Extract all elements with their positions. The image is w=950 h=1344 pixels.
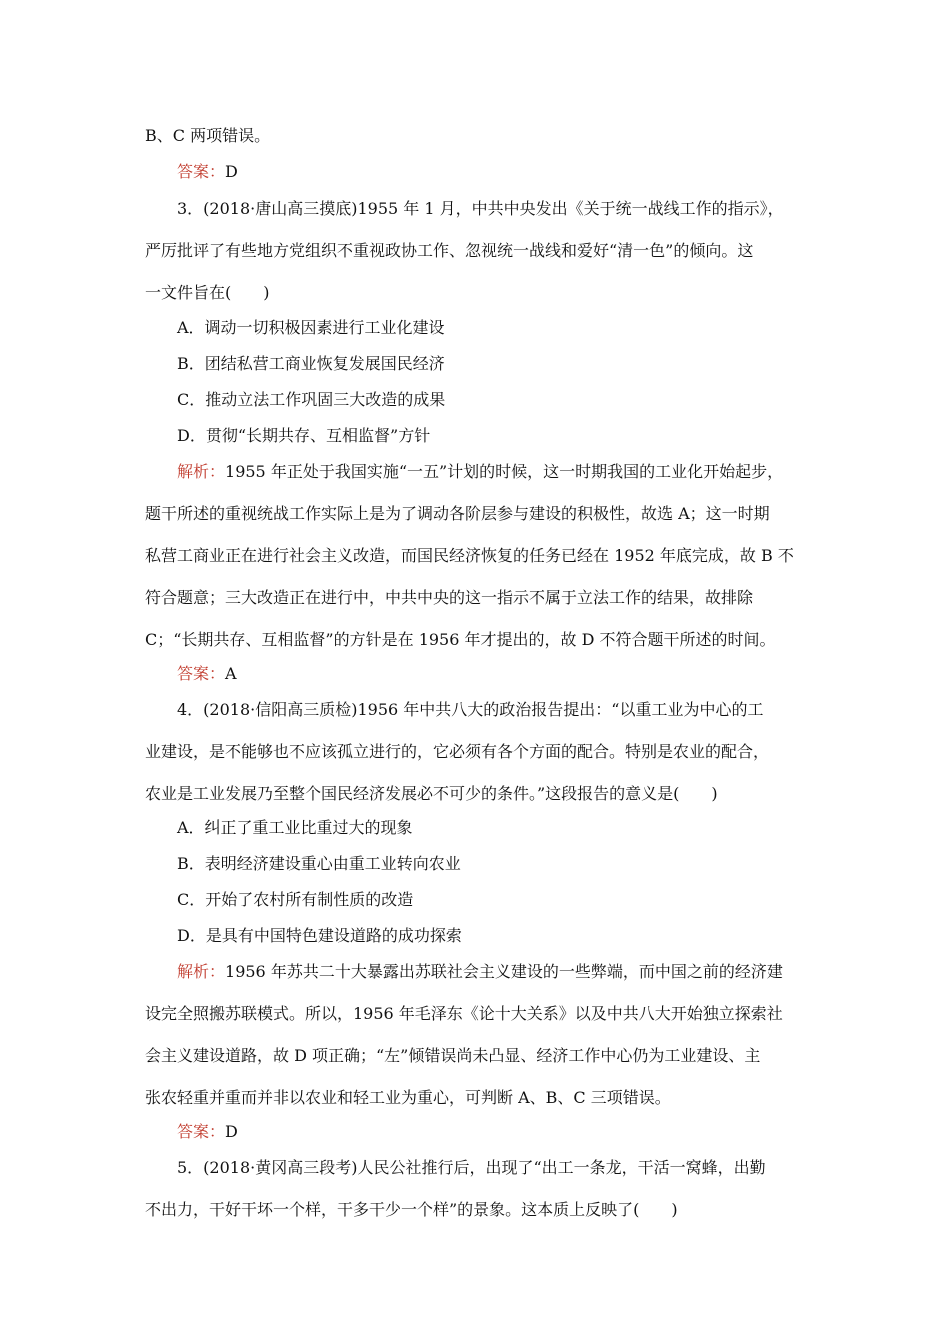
question-4-stem: 4．(2018·信阳高三质检)1956 年中共八大的政治报告提出：“以重工业为中心的工	[177, 700, 764, 719]
answer-line: 答案：D	[177, 1122, 238, 1141]
text-line: 符合题意；三大改造正在进行中，中共中央的这一指示不属于立法工作的结果，故排除	[145, 588, 754, 607]
answer-line: 答案：A	[177, 664, 237, 683]
option-a: A．调动一切积极因素进行工业化建设	[177, 318, 445, 337]
analysis-label: 解析：	[177, 962, 226, 981]
text-line: 业建设，是不能够也不应该孤立进行的，它必须有各个方面的配合。特别是农业的配合，	[145, 742, 770, 761]
question-5-stem: 5．(2018·黄冈高三段考)人民公社推行后，出现了“出工一条龙，干活一窝蜂，出勤	[177, 1158, 766, 1177]
text-line: 一文件旨在( )	[145, 283, 270, 302]
analysis-line: 解析：1955 年正处于我国实施“一五”计划的时候，这一时期我国的工业化开始起步，	[177, 462, 784, 481]
text-line: B、C 两项错误。	[145, 126, 271, 145]
option-a: A．纠正了重工业比重过大的现象	[177, 818, 413, 837]
option-d: D．是具有中国特色建设道路的成功探索	[177, 926, 462, 945]
answer-label: 答案：	[177, 1122, 226, 1141]
text-line: 设完全照搬苏联模式。所以，1956 年毛泽东《论十大关系》以及中共八大开始独立探索社	[145, 1004, 783, 1023]
option-c: C．开始了农村所有制性质的改造	[177, 890, 414, 909]
option-d: D．贯彻“长期共存、互相监督”方针	[177, 426, 431, 445]
answer-label: 答案：	[177, 162, 226, 181]
text-line: 张农轻重并重而并非以农业和轻工业为重心，可判断 A、B、C 三项错误。	[145, 1088, 671, 1107]
analysis-label: 解析：	[177, 462, 226, 481]
text-line: 农业是工业发展乃至整个国民经济发展必不可少的条件。”这段报告的意义是( )	[145, 784, 718, 803]
answer-label: 答案：	[177, 664, 226, 683]
text-line: C；“长期共存、互相监督”的方针是在 1956 年才提出的，故 D 不符合题干所述的时间。	[145, 630, 776, 649]
text-line: 私营工商业正在进行社会主义改造，而国民经济恢复的任务已经在 1952 年底完成，故 B 不	[145, 546, 794, 565]
question-3-stem: 3．(2018·唐山高三摸底)1955 年 1 月，中共中央发出《关于统一战线工作的指示》，	[177, 199, 784, 218]
option-b: B．表明经济建设重心由重工业转向农业	[177, 854, 461, 873]
text-line: 会主义建设道路，故 D 项正确；“左”倾错误尚未凸显、经济工作中心仍为工业建设、主	[145, 1046, 761, 1065]
answer-line: 答案：D	[177, 162, 238, 181]
analysis-line: 解析：1956 年苏共二十大暴露出苏联社会主义建设的一些弊端，而中国之前的经济建	[177, 962, 783, 981]
text-line: 题干所述的重视统战工作实际上是为了调动各阶层参与建设的积极性，故选 A；这一时期	[145, 504, 770, 523]
text-line: 不出力，干好干坏一个样，干多干少一个样”的景象。这本质上反映了( )	[145, 1200, 678, 1219]
option-b: B．团结私营工商业恢复发展国民经济	[177, 354, 445, 373]
text-line: 严厉批评了有些地方党组织不重视政协工作、忽视统一战线和爱好“清一色”的倾向。这	[145, 241, 754, 260]
option-c: C．推动立法工作巩固三大改造的成果	[177, 390, 446, 409]
